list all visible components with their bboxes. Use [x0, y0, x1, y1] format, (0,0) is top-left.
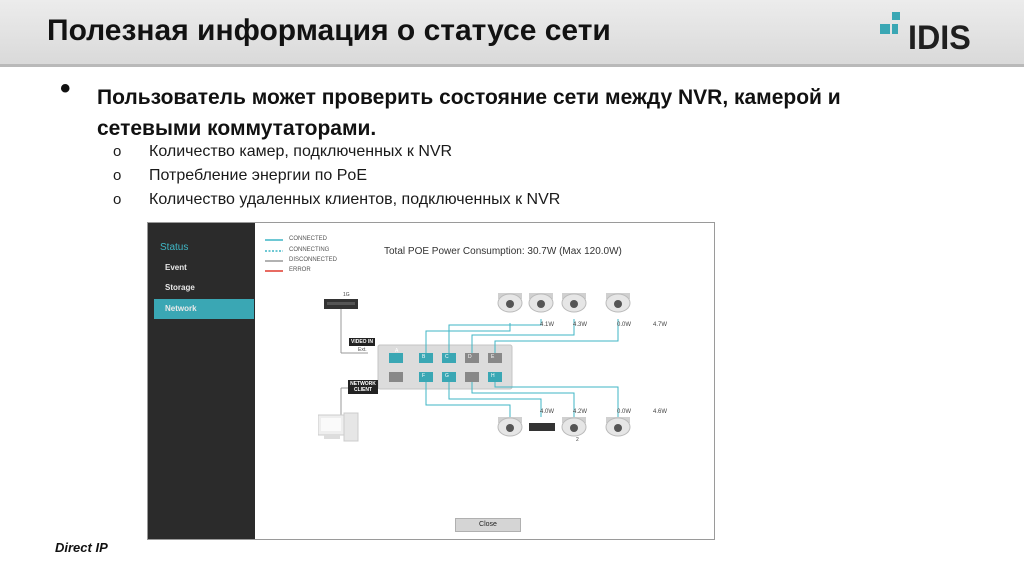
network-topology-diagram: [318, 283, 678, 513]
bottom-camera-power: 4.0W: [540, 409, 555, 415]
switch-port-label: 1G: [343, 292, 350, 298]
video-in-label: VIDEO IN: [351, 339, 373, 345]
bottom-camera-power: 0.0W: [617, 409, 632, 415]
port-label: G: [445, 373, 449, 379]
legend-connected: CONNECTED: [289, 236, 328, 242]
direct-ip-brand: Direct IP: [55, 540, 108, 555]
top-camera-icons: [498, 293, 630, 312]
legend-disconnected: DISCONNECTED: [289, 257, 338, 263]
top-camera-power: 4.7W: [653, 322, 668, 328]
nvr-sidebar: [148, 223, 255, 539]
remote-client-pc-icon: [318, 413, 358, 441]
video-in-sub: Ext.: [358, 347, 367, 353]
poe-power-summary: Total POE Power Consumption: 30.7W (Max 120.0W): [384, 246, 622, 257]
network-client-label: NETWORK CLIENT: [348, 380, 378, 394]
sidebar-item-event[interactable]: Event: [165, 263, 187, 272]
top-camera-power: 4.3W: [573, 322, 588, 328]
top-camera-power: 4.1W: [540, 322, 555, 328]
port-label: B: [422, 354, 426, 360]
bottom-camera-power: 4.6W: [653, 409, 668, 415]
port-label: E: [491, 354, 495, 360]
nvr-network-status-screenshot: [147, 222, 715, 540]
sub-point-2: [113, 167, 367, 185]
bottom-camera-power: 4.2W: [573, 409, 588, 415]
sidebar-item-storage[interactable]: Storage: [165, 283, 195, 292]
sub-point-text: Количество удаленных клиентов, подключенных к NVR: [149, 191, 561, 208]
sub-marker: o: [113, 167, 122, 184]
sub-point-text: Количество камер, подключенных к NVR: [149, 143, 453, 160]
title-divider: [0, 64, 1024, 67]
port-label: D: [468, 354, 472, 360]
sub-point-3: [113, 191, 560, 209]
bullet-dot: •: [60, 72, 71, 105]
slide-title: Полезная информация о статусе сети: [47, 14, 611, 47]
sub-point-text: Потребление энергии по PoE: [149, 167, 367, 184]
sub-point-1: [113, 143, 452, 161]
port-label: C: [445, 354, 449, 360]
close-button[interactable]: Close: [455, 518, 521, 532]
legend-error: ERROR: [289, 267, 311, 273]
legend-connecting: CONNECTING: [289, 247, 330, 253]
port-label: H: [491, 373, 495, 379]
main-point: Пользователь может проверить состояние сети между NVR, камерой и сетевыми коммутаторами.: [97, 86, 841, 140]
port-label: A: [395, 348, 399, 354]
legend-swatches: [265, 237, 287, 277]
bottom-camera-icons: [498, 417, 630, 436]
sub-marker: o: [113, 143, 122, 160]
sidebar-item-network[interactable]: Network: [154, 299, 254, 319]
logo-text: IDIS: [908, 19, 971, 57]
sidebar-heading: Status: [160, 242, 189, 253]
bottom-switch-label: 2: [576, 437, 579, 443]
port-label: F: [422, 373, 426, 379]
sub-marker: o: [113, 191, 122, 208]
top-camera-power: 0.0W: [617, 322, 632, 328]
